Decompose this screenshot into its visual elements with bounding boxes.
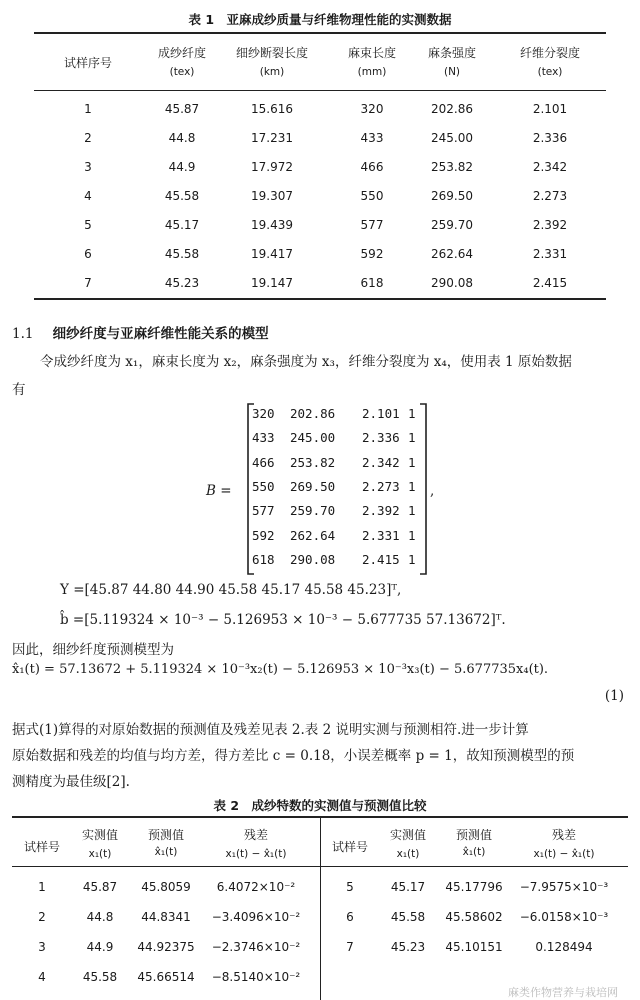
section-number: 1.1 (12, 326, 34, 342)
table1-cell: 2.273 (532, 189, 568, 203)
table1-cell: 2.336 (532, 131, 568, 145)
table1-cell: 269.50 (431, 189, 473, 203)
matrix-trailing-comma: , (430, 483, 435, 499)
matrix-cell: 1 (408, 430, 416, 446)
table1-cell: 433 (360, 131, 384, 145)
table1-header-rule (34, 90, 606, 91)
matrix-cell: 433 (252, 430, 275, 446)
table2-header-resid-sub-left: x₁(t) − x̂₁(t) (225, 848, 287, 860)
table1-cell: 1 (84, 102, 92, 116)
matrix-cell: 466 (252, 454, 275, 470)
matrix-cell: 1 (408, 478, 416, 494)
table1-header-unit-2: (km) (259, 66, 285, 78)
table1-cell: 202.86 (431, 102, 473, 116)
para2-line1: 据式(1)算得的对原始数据的预测值及残差见表 2.表 2 说明实测与预测相符.进一步计算 (12, 722, 529, 738)
table1-cell: 45.58 (164, 189, 200, 203)
matrix-cell: 2.101 (362, 406, 400, 421)
matrix-cell: 320 (252, 406, 275, 421)
table2-cell: 45.10151 (445, 940, 503, 954)
table2-cell: 45.17796 (445, 880, 503, 894)
equation-number: (1) (604, 688, 624, 704)
table1-cell: 15.616 (251, 102, 293, 116)
matrix-cell: 269.50 (290, 478, 336, 494)
matrix-cell: 290.08 (290, 551, 336, 567)
para1-line2: 有 (12, 382, 26, 398)
matrix-cell: 577 (252, 503, 275, 519)
table1-header-5: 纤维分裂度 (519, 46, 580, 60)
table2-cell: 45.17 (390, 880, 426, 894)
table2-cell: 44.8341 (141, 910, 191, 924)
right-bracket (420, 404, 426, 574)
watermark: 麻类作物营养与栽培网 (508, 986, 618, 999)
table1-cell: 17.231 (251, 131, 293, 145)
table2-caption: 表 2 成纱特数的实测值与预测值比较 (213, 798, 427, 813)
table2-cell: −3.4096×10⁻² (211, 910, 301, 924)
matrix-cell: 262.64 (290, 527, 336, 543)
table1-cell: 320 (360, 102, 384, 116)
matrix-cell: 2.392 (362, 503, 400, 519)
table1-cell: 45.17 (164, 218, 200, 232)
table2-cell: 45.58602 (445, 910, 503, 924)
table2-cell: −8.5140×10⁻² (211, 970, 301, 984)
table2-header-resid-right: 残差 (551, 828, 576, 842)
table2-cell: 44.9 (86, 940, 114, 954)
matrix-cell: 592 (252, 527, 275, 543)
table2-cell: −6.0158×10⁻³ (519, 910, 609, 924)
table1-cell: 4 (84, 189, 92, 203)
table1-header-unit-5: (tex) (537, 66, 563, 78)
table2-cell: 6.4072×10⁻² (216, 880, 296, 894)
table2-header-resid-left: 残差 (243, 828, 268, 842)
table1-caption: 表 1 亚麻成纱质量与纤维物理性能的实测数据 (188, 12, 452, 27)
table1-cell: 262.64 (431, 247, 473, 261)
matrix-cell: 245.00 (290, 430, 336, 446)
table1-cell: 245.00 (431, 131, 473, 145)
table2-header-actual-left: 实测值 (81, 828, 118, 842)
matrix-cell: 2.415 (362, 551, 400, 567)
table2-header-actual-sub-right: x₁(t) (396, 848, 420, 860)
table1-cell: 2.342 (532, 160, 568, 174)
matrix-cell: 2.336 (362, 430, 400, 446)
table1-cell: 6 (84, 247, 92, 261)
matrix-cell: 1 (408, 406, 416, 421)
table2-cell: 45.58 (390, 910, 426, 924)
para2-line2: 原始数据和残差的均值与均方差，得方差比 c = 0.18，小误差概率 p = 1，故知预测模型的预 (12, 748, 575, 764)
table1-header-2: 细纱断裂长度 (235, 46, 308, 60)
matrix-cell: 1 (408, 503, 416, 519)
table2-header-pred-right: 预测值 (455, 828, 492, 842)
table1-cell: 290.08 (431, 276, 473, 290)
table2-header-actual-sub-left: x₁(t) (88, 848, 112, 860)
model-equation: x̂₁(t) = 57.13672 + 5.119324 × 10⁻³x₂(t) − 5.126953 × 10⁻³x₃(t) − 5.677735x₄(t). (12, 662, 549, 677)
table2-cell: 3 (38, 940, 46, 954)
table1-header-unit-4: (N) (443, 66, 461, 78)
table2-header-actual-right: 实测值 (389, 828, 426, 842)
table2-cell: 44.92375 (137, 940, 195, 954)
table1-cell: 19.307 (251, 189, 293, 203)
table1-cell: 19.439 (251, 218, 293, 232)
table2-cell: 6 (346, 910, 354, 924)
matrix-cell: 253.82 (290, 454, 336, 470)
matrix-cell: 1 (408, 454, 416, 470)
table2-cell: −7.9575×10⁻³ (519, 880, 609, 894)
table2-cell: 45.8059 (141, 880, 191, 894)
para1-line1: 令成纱纤度为 x₁，麻束长度为 x₂，麻条强度为 x₃，纤维分裂度为 x₄，使用表 1 原始数据 (40, 354, 572, 370)
table1-cell: 592 (360, 247, 384, 261)
table1-cell: 44.8 (168, 131, 196, 145)
table1-bottom-rule (34, 298, 606, 300)
table2-header-pred-sub-left: x̂₁(t) (154, 846, 178, 858)
section-title: 细纱纤度与亚麻纤维性能关系的模型 (52, 326, 269, 342)
table1-cell: 45.87 (164, 102, 200, 116)
table1-cell: 2.415 (532, 276, 568, 290)
matrix-cell: 2.273 (362, 478, 400, 494)
matrix-cell: 1 (408, 527, 416, 543)
table2-header-pred-sub-right: x̂₁(t) (462, 846, 486, 858)
table2-cell: 5 (346, 880, 354, 894)
matrix-cell: 2.331 (362, 527, 400, 543)
matrix-label: B = (206, 483, 232, 499)
table1-cell: 466 (360, 160, 384, 174)
matrix-cell: 618 (252, 551, 275, 567)
table2-header-id-right: 试样号 (331, 840, 368, 854)
table2-header-pred-left: 预测值 (147, 828, 184, 842)
table2-cell: 1 (38, 880, 46, 894)
table1-cell: 618 (360, 276, 384, 290)
matrix-cell: 1 (408, 551, 416, 567)
table1-cell: 5 (84, 218, 92, 232)
table1-cell: 45.23 (164, 276, 200, 290)
table2-cell: 2 (38, 910, 46, 924)
matrix-cell: 202.86 (290, 406, 336, 421)
matrix-cell: 2.342 (362, 454, 400, 470)
matrix-cell: 259.70 (290, 503, 336, 519)
y-vector: Y =[45.87 44.80 44.90 45.58 45.17 45.58 45.23]ᵀ, (60, 582, 402, 598)
table1-cell: 19.417 (251, 247, 293, 261)
table2-cell: 44.8 (86, 910, 114, 924)
table2-cell: 45.66514 (137, 970, 195, 984)
table1-cell: 2.392 (532, 218, 568, 232)
table1-cell: 2.101 (532, 102, 568, 116)
table1-header-1: 成纱纤度 (157, 46, 206, 60)
table1-cell: 253.82 (431, 160, 473, 174)
table1-cell: 3 (84, 160, 92, 174)
para2-line3: 测精度为最佳级[2]. (12, 774, 130, 790)
table1-cell: 19.147 (251, 276, 293, 290)
table1-cell: 259.70 (431, 218, 473, 232)
table2-cell: 7 (346, 940, 354, 954)
table1-cell: 44.9 (168, 160, 196, 174)
table2-cell: 45.87 (82, 880, 118, 894)
section-heading (12, 322, 269, 342)
table1-cell: 577 (360, 218, 384, 232)
b-vector: b̂ =[5.119324 × 10⁻³ − 5.126953 × 10⁻³ − 5.677735 57.13672]ᵀ. (60, 612, 506, 628)
table1-top-rule (34, 32, 606, 34)
table2-cell: −2.3746×10⁻² (211, 940, 301, 954)
table2-header-resid-sub-right: x₁(t) − x̂₁(t) (533, 848, 595, 860)
table2-cell: 4 (38, 970, 46, 984)
table2-cell: 45.23 (390, 940, 426, 954)
table1-header-4: 麻条强度 (427, 46, 476, 60)
table1-cell: 2.331 (532, 247, 568, 261)
table1-header-unit-3: (mm) (357, 66, 387, 78)
table2-cell: 45.58 (82, 970, 118, 984)
table1-header-unit-1: (tex) (169, 66, 195, 78)
table1-cell: 550 (360, 189, 384, 203)
table1-cell: 2 (84, 131, 92, 145)
table1-cell: 7 (84, 276, 92, 290)
matrix-cell: 550 (252, 478, 275, 494)
table1-cell: 45.58 (164, 247, 200, 261)
conclusion-text: 因此，细纱纤度预测模型为 (12, 642, 174, 658)
table2-header-id-left: 试样号 (23, 840, 60, 854)
table1-cell: 17.972 (251, 160, 293, 174)
table1-header-0: 试样序号 (63, 56, 112, 70)
table1-header-3: 麻束长度 (347, 46, 396, 60)
table2-cell: 0.128494 (535, 940, 593, 954)
